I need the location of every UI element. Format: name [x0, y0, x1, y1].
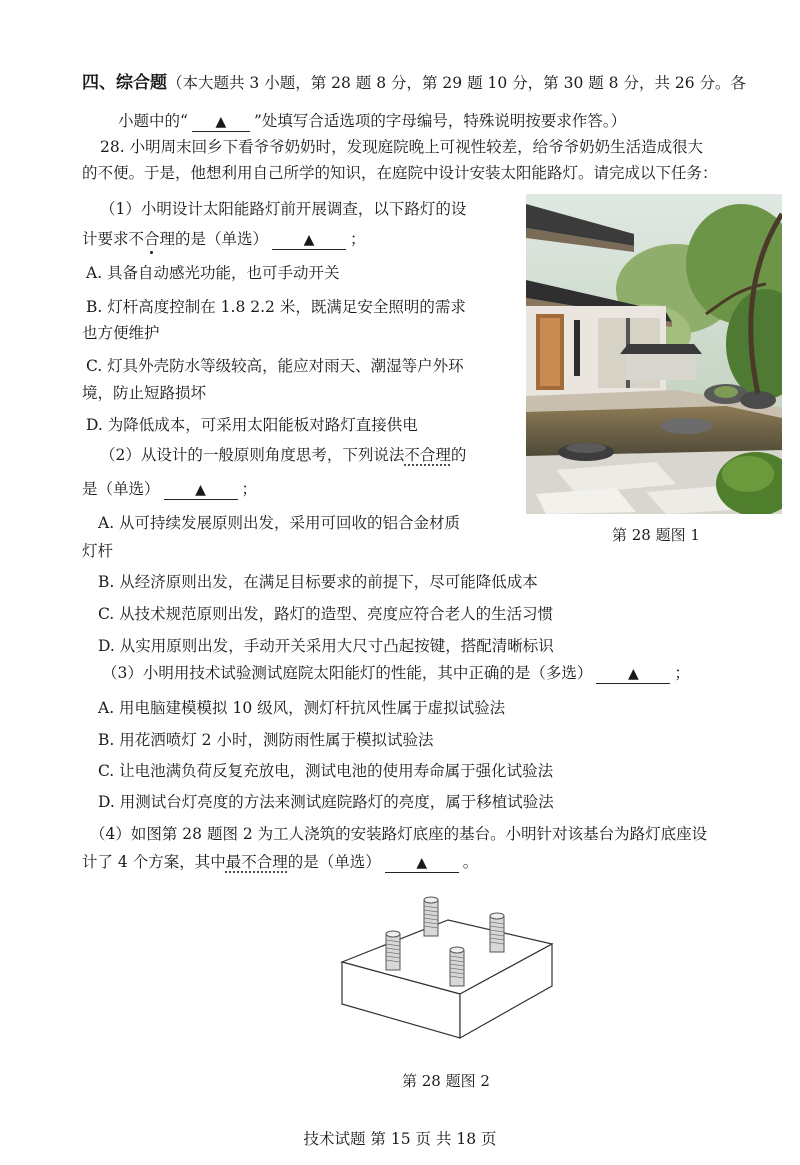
p4-answer-blank[interactable]: ▲	[385, 854, 459, 873]
p2-option-c: C. 从技术规范原则出发，路灯的造型、亮度应符合老人的生活习惯	[98, 605, 554, 623]
q28-intro-2: 的不便。于是，他想利用自己所学的知识，在庭院中设计安装太阳能路灯。请完成以下任务：	[82, 164, 718, 182]
section-heading: 四、综合题	[82, 73, 167, 93]
anchor-bolt-front	[450, 947, 464, 986]
p1-emphasis-text: 不合理	[128, 230, 176, 248]
p4-end: 。	[462, 853, 479, 871]
p3-option-c: C. 让电池满负荷反复充放电，测试电池的使用寿命属于强化试验法	[98, 762, 554, 780]
anchor-bolt-back	[424, 897, 438, 936]
p1-option-a: A. 具备自动感光功能，也可手动开关	[86, 264, 340, 282]
p2-line-2-pre: 是（单选）	[82, 480, 160, 498]
p4-line-1: （4）如图第 28 题图 2 为工人浇筑的安装路灯底座的基台。小明针对该基台为路灯底座设	[90, 825, 708, 843]
answer-blank: ▲	[192, 113, 250, 132]
p2-option-b: B. 从经济原则出发，在满足目标要求的前提下，尽可能降低成本	[98, 573, 538, 591]
p4-line-2	[82, 851, 478, 873]
p1-line-2-pre: 计要求	[82, 230, 129, 248]
p1-line-2-post: 的是（单选）	[175, 230, 269, 248]
p4-line-2-pre: 计了 4 个方案，其中	[82, 853, 226, 871]
p1-answer-blank[interactable]: ▲	[272, 231, 346, 250]
p2-answer-blank[interactable]: ▲	[164, 481, 238, 500]
p2-line-2	[82, 478, 257, 500]
section-note-2-post: ”处填写合适选项的字母编号，特殊说明按要求作答。）	[253, 112, 627, 130]
p3-answer-blank[interactable]: ▲	[596, 665, 670, 684]
p4-line-2-post: 的是（单选）	[287, 853, 381, 871]
p2-option-a-2: 灯杆	[82, 542, 114, 560]
p1-option-b-2: 也方便维护	[82, 324, 160, 342]
p2-emphasis-text: 不合理	[404, 446, 451, 464]
p1-emphasis	[129, 230, 176, 248]
p3-line-pre: （3）小明用技术试验测试庭院太阳能灯的性能，其中正确的是（多选）	[102, 664, 593, 682]
p1-line-2	[82, 228, 366, 250]
p1-end: ；	[350, 230, 366, 248]
anchor-bolt-right	[490, 913, 504, 952]
p2-line-1	[100, 444, 466, 466]
figure-2-caption: 第 28 题图 2	[402, 1072, 490, 1090]
p3-option-d: D. 用测试台灯亮度的方法来测试庭院路灯的亮度，属于移植试验法	[98, 793, 554, 811]
p2-end: ；	[241, 480, 258, 498]
figure-1-caption: 第 28 题图 1	[612, 526, 700, 544]
anchor-bolt-left	[386, 931, 400, 970]
section-note-line-2	[118, 110, 626, 132]
p2-line-1-post: 的	[450, 446, 467, 464]
p1-option-c-2: 境，防止短路损坏	[82, 384, 207, 402]
pedestal-drawing	[330, 888, 560, 1048]
p3-option-b: B. 用花洒喷灯 2 小时，测防雨性属于模拟试验法	[98, 731, 434, 749]
section-note-1: （本大题共 3 小题，第 28 题 8 分，第 29 题 10 分，第 30 题 8 分，共 26 分。各	[167, 74, 747, 92]
page-footer: 技术试题 第 15 页 共 18 页	[303, 1130, 497, 1148]
section-heading-line	[82, 72, 746, 94]
p1-option-d: D. 为降低成本，可采用太阳能板对路灯直接供电	[86, 416, 418, 434]
p1-option-c-1: C. 灯具外壳防水等级较高，能应对雨天、潮湿等户外环	[86, 357, 464, 375]
p2-line-1-pre: （2）从设计的一般原则角度思考，下列说法	[100, 446, 405, 464]
courtyard-photo	[526, 194, 782, 514]
p2-option-a-1: A. 从可持续发展原则出发，采用可回收的铝合金材质	[98, 514, 461, 532]
p3-line	[102, 662, 690, 684]
p3-end: ；	[674, 664, 690, 682]
p1-line-1: （1）小明设计太阳能路灯前开展调查，以下路灯的设	[100, 200, 467, 218]
pedestal-figure	[330, 888, 560, 1048]
courtyard-illustration	[526, 194, 782, 514]
p2-emphasis	[404, 446, 451, 464]
section-note-2-pre: 小题中的“	[118, 112, 188, 130]
p3-option-a: A. 用电脑建模模拟 10 级风，测灯杆抗风性属于虚拟试验法	[98, 699, 506, 717]
p1-option-b-1: B. 灯杆高度控制在 1.8 2.2 米，既满足安全照明的需求	[86, 298, 466, 316]
q28-intro-1: 28. 小明周末回乡下看爷爷奶奶时，发现庭院晚上可视性较差，给爷爷奶奶生活造成很大	[100, 138, 704, 156]
p2-option-d: D. 从实用原则出发，手动开关采用大尺寸凸起按键，搭配清晰标识	[98, 637, 554, 655]
p4-emphasis-text: 最不合理	[225, 853, 288, 871]
